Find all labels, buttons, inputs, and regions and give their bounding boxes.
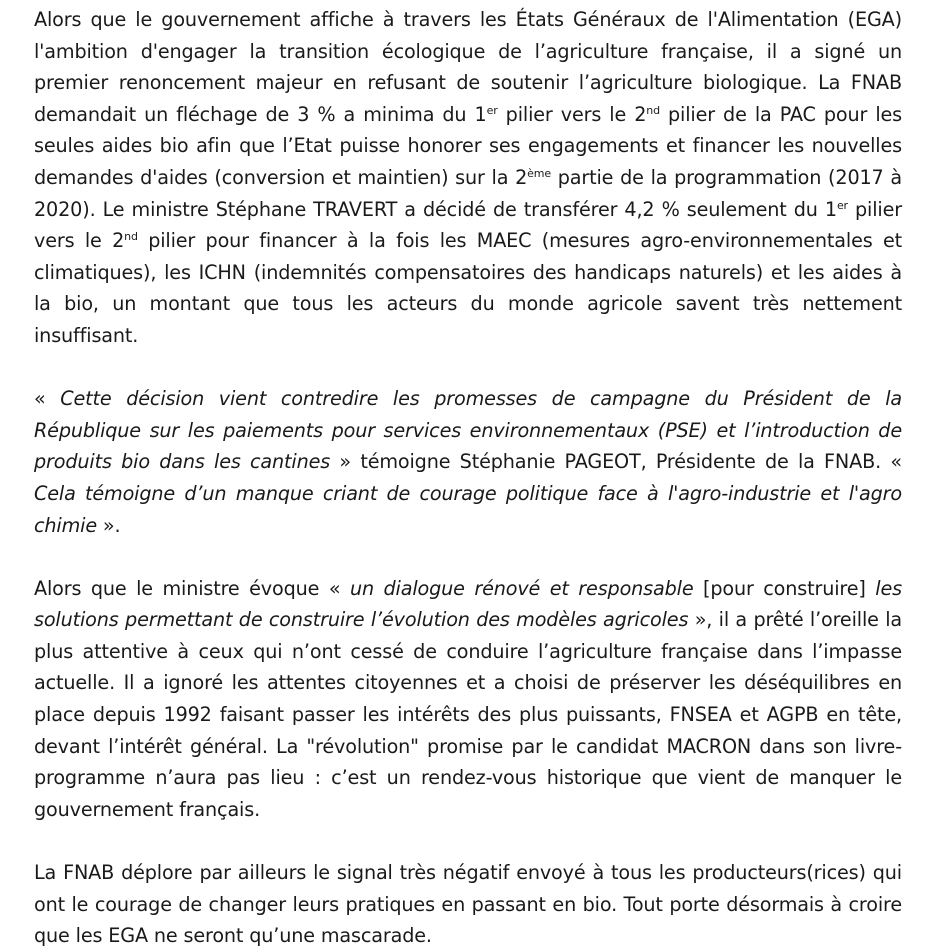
paragraph-3: Alors que le ministre évoque « un dialogue rénové et responsable [pour construire] les solutions permettant de construire l’évolution des modèles agricoles », il a prêté l’oreille la plus attentive à ceux qui n’ont cessé de conduire l’agriculture française dans l’impasse actuelle. Il a ignoré les attentes citoyennes et a choisi de préserver les déséquilibres en place depuis 1992 faisant passer les intérêts des plus puissants, FNSEA et AGPB en tête, devant l’intérêt général. La "révolution" promise par le candidat MACRON dans son livre-programme n’aura pas lieu : c’est un rendez-vous historique que vient de manquer le gouvernement français.: [34, 576, 902, 821]
paragraph-1: Alors que le gouvernement affiche à travers les États Généraux de l'Alimentation (EGA) l'ambition d'engager la transition écologique de l’agriculture française, il a signé un premier renoncement majeur en refusant de soutenir l’agriculture biologique. La FNAB demandait un fléchage de 3 % a minima du 1er pilier vers le 2nd pilier de la PAC pour les seules aides bio afin que l’Etat puisse honorer ses engagements et financer les nouvelles demandes d'aides (conversion et maintien) sur la 2ème partie de la programmation (2017 à 2020). Le ministre Stéphane TRAVERT a décidé de transférer 4,2 % seulement du 1er pilier vers le 2nd pilier pour financer à la fois les MAEC (mesures agro-environnementales et climatiques), les ICHN (indemnités compensatoires des handicaps naturels) et les aides à la bio, un montant que tous les acteurs du monde agricole savent très nettement insuffisant.: [34, 8, 902, 347]
paragraph-4: La FNAB déplore par ailleurs le signal très négatif envoyé à tous les producteurs(rices) qui ont le courage de changer leurs pratiques en passant en bio. Tout porte désormais à croire que les EGA ne seront qu’une mascarade.: [34, 861, 902, 948]
quote-2: Cela témoigne d’un manque criant de courage politique face à l'agro-industrie et l'agro chimie: [34, 481, 902, 537]
document-body: [34, 4, 902, 952]
quote-1: Cette décision vient contredire les promesses de campagne du Président de la République sur les paiements pour services environnementaux (PSE) et l’introduction de produits bio dans les cantines: [34, 387, 902, 474]
paragraph-2-quote: « Cette décision vient contredire les promesses de campagne du Président de la République sur les paiements pour services environnementaux (PSE) et l’introduction de produits bio dans les cantines » témoigne Stéphanie PAGEOT, Présidente de la FNAB. « Cela témoigne d’un manque criant de courage politique face à l'agro-industrie et l'agro chimie ».: [34, 387, 902, 537]
